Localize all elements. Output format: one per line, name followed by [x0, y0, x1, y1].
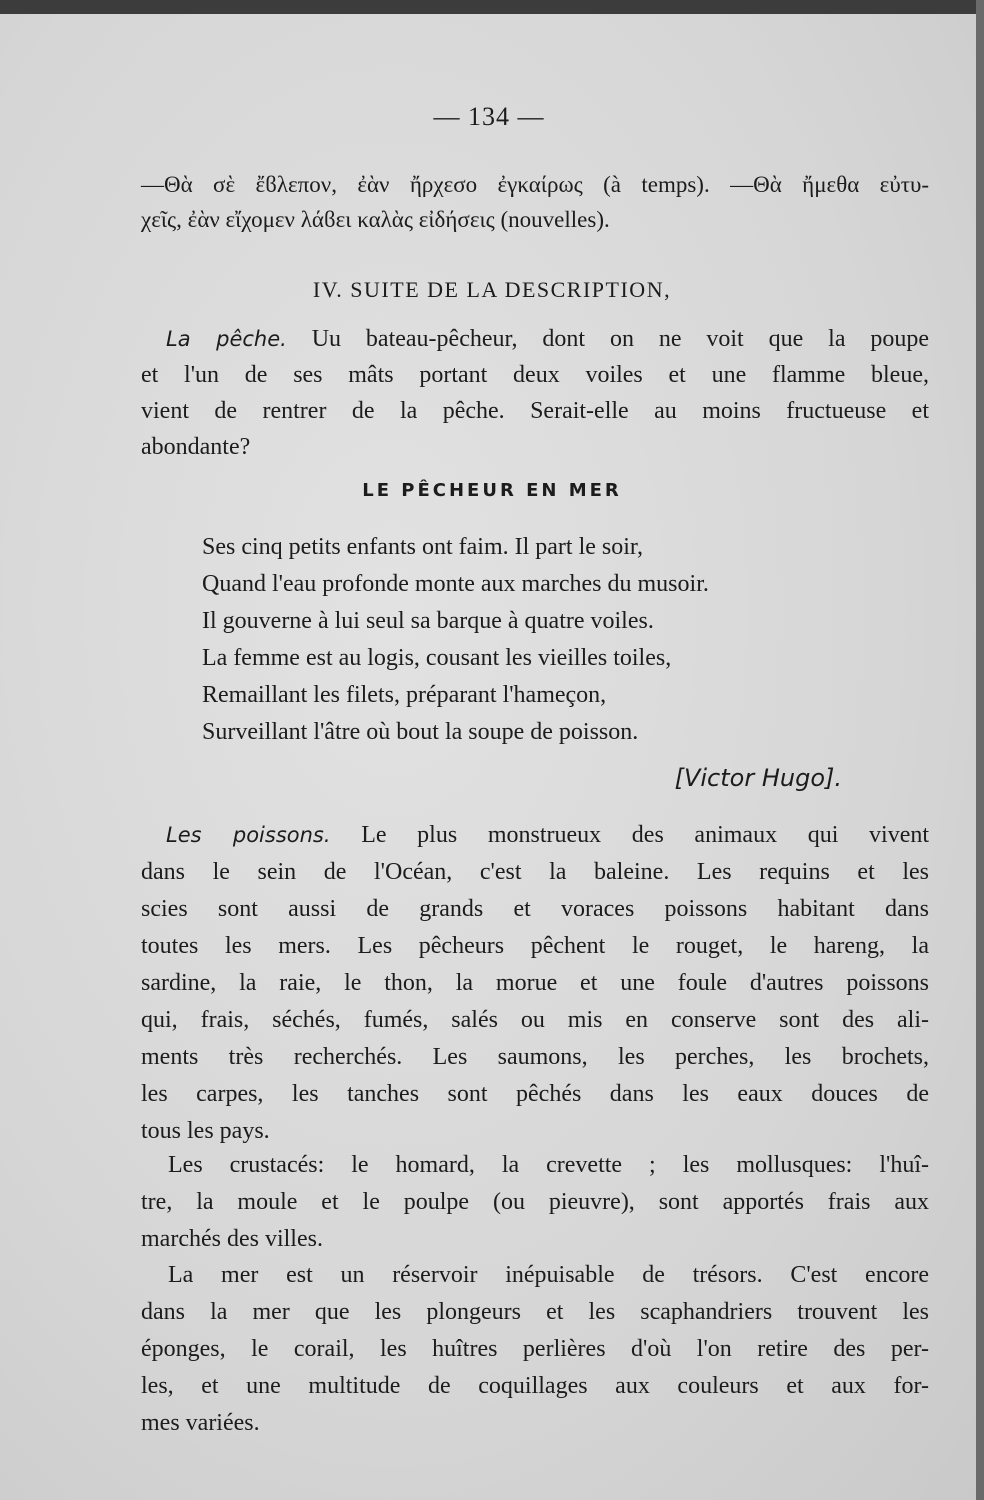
poissons-line: les carpes, les tanches sont pêchés dans les eaux douces de	[141, 1081, 929, 1107]
scan-right-edge	[976, 0, 984, 1500]
poissons-line: tous les pays.	[141, 1118, 270, 1144]
crustaces-line: marchés des villes.	[141, 1226, 323, 1252]
poissons-text-1: Le plus monstrueux des animaux qui vivent	[361, 822, 930, 848]
poissons-lead: Les poissons.	[166, 823, 331, 847]
section-heading: IV. SUITE DE LA DESCRIPTION,	[312, 277, 672, 302]
poissons-line: scies sont aussi de grands et voraces poissons habitant dans	[141, 896, 929, 922]
poem-verse: Il gouverne à lui seul sa barque à quatre voiles.	[202, 608, 654, 634]
poem-verse: La femme est au logis, cousant les vieilles toiles,	[202, 645, 672, 671]
book-page	[0, 14, 978, 1500]
peche-line-2: et l'un de ses mâts portant deux voiles et une flamme bleue,	[141, 362, 929, 388]
poem-verse: Surveillant l'âtre où bout la soupe de poisson.	[202, 719, 639, 745]
peche-line-4: abondante?	[141, 434, 251, 460]
peche-line-3: vient de rentrer de la pêche. Serait-elle au moins fructueuse et	[141, 398, 929, 424]
peche-lead: La pêche.	[166, 327, 287, 351]
greek-line-1: —Θὰ σὲ ἔϐλεπον, ἐὰν ἤρχεσο ἐγκαίρως (à temps). —Θὰ ἤμεθα εὐτυ-	[141, 172, 929, 197]
crustaces-line: Les crustacés: le homard, la crevette ; les mollusques: l'huî-	[168, 1152, 929, 1178]
greek-line-2: χεῖς, ἐὰν εἴχομεν λάϐει καλὰς εἰδήσεις (nouvelles).	[141, 207, 610, 232]
poem-title: LE PÊCHEUR EN MER	[362, 480, 622, 501]
page-number: — 134 —	[433, 102, 545, 131]
poem-author: [Victor Hugo].	[674, 764, 842, 792]
poissons-line: qui, frais, séchés, fumés, salés ou mis en conserve sont des ali-	[141, 1007, 929, 1033]
poissons-line: toutes les mers. Les pêcheurs pêchent le rouget, le hareng, la	[141, 933, 929, 959]
poem-verse: Remaillant les filets, préparant l'hameçon,	[202, 682, 607, 708]
peche-text-1: Uu bateau-pêcheur, dont on ne voit que la poupe	[311, 326, 929, 352]
mer-line: dans la mer que les plongeurs et les scaphandriers trouvent les	[141, 1299, 929, 1325]
poissons-line-1	[166, 820, 929, 850]
scan-top-edge	[0, 0, 984, 14]
poissons-line: dans le sein de l'Océan, c'est la baleine. Les requins et les	[141, 859, 929, 885]
mer-line: éponges, le corail, les huîtres perlières d'où l'on retire des per-	[141, 1336, 929, 1362]
peche-line-1	[166, 324, 929, 354]
poissons-line: sardine, la raie, le thon, la morue et une foule d'autres poissons	[141, 970, 929, 996]
crustaces-line: tre, la moule et le poulpe (ou pieuvre), sont apportés frais aux	[141, 1189, 929, 1215]
poem-verse: Quand l'eau profonde monte aux marches du musoir.	[202, 571, 709, 597]
mer-line: La mer est un réservoir inépuisable de trésors. C'est encore	[168, 1262, 929, 1288]
mer-line: les, et une multitude de coquillages aux couleurs et aux for-	[141, 1373, 929, 1399]
mer-line: mes variées.	[141, 1410, 260, 1436]
poem-verse: Ses cinq petits enfants ont faim. Il part le soir,	[202, 534, 643, 560]
poissons-line: ments très recherchés. Les saumons, les perches, les brochets,	[141, 1044, 929, 1070]
